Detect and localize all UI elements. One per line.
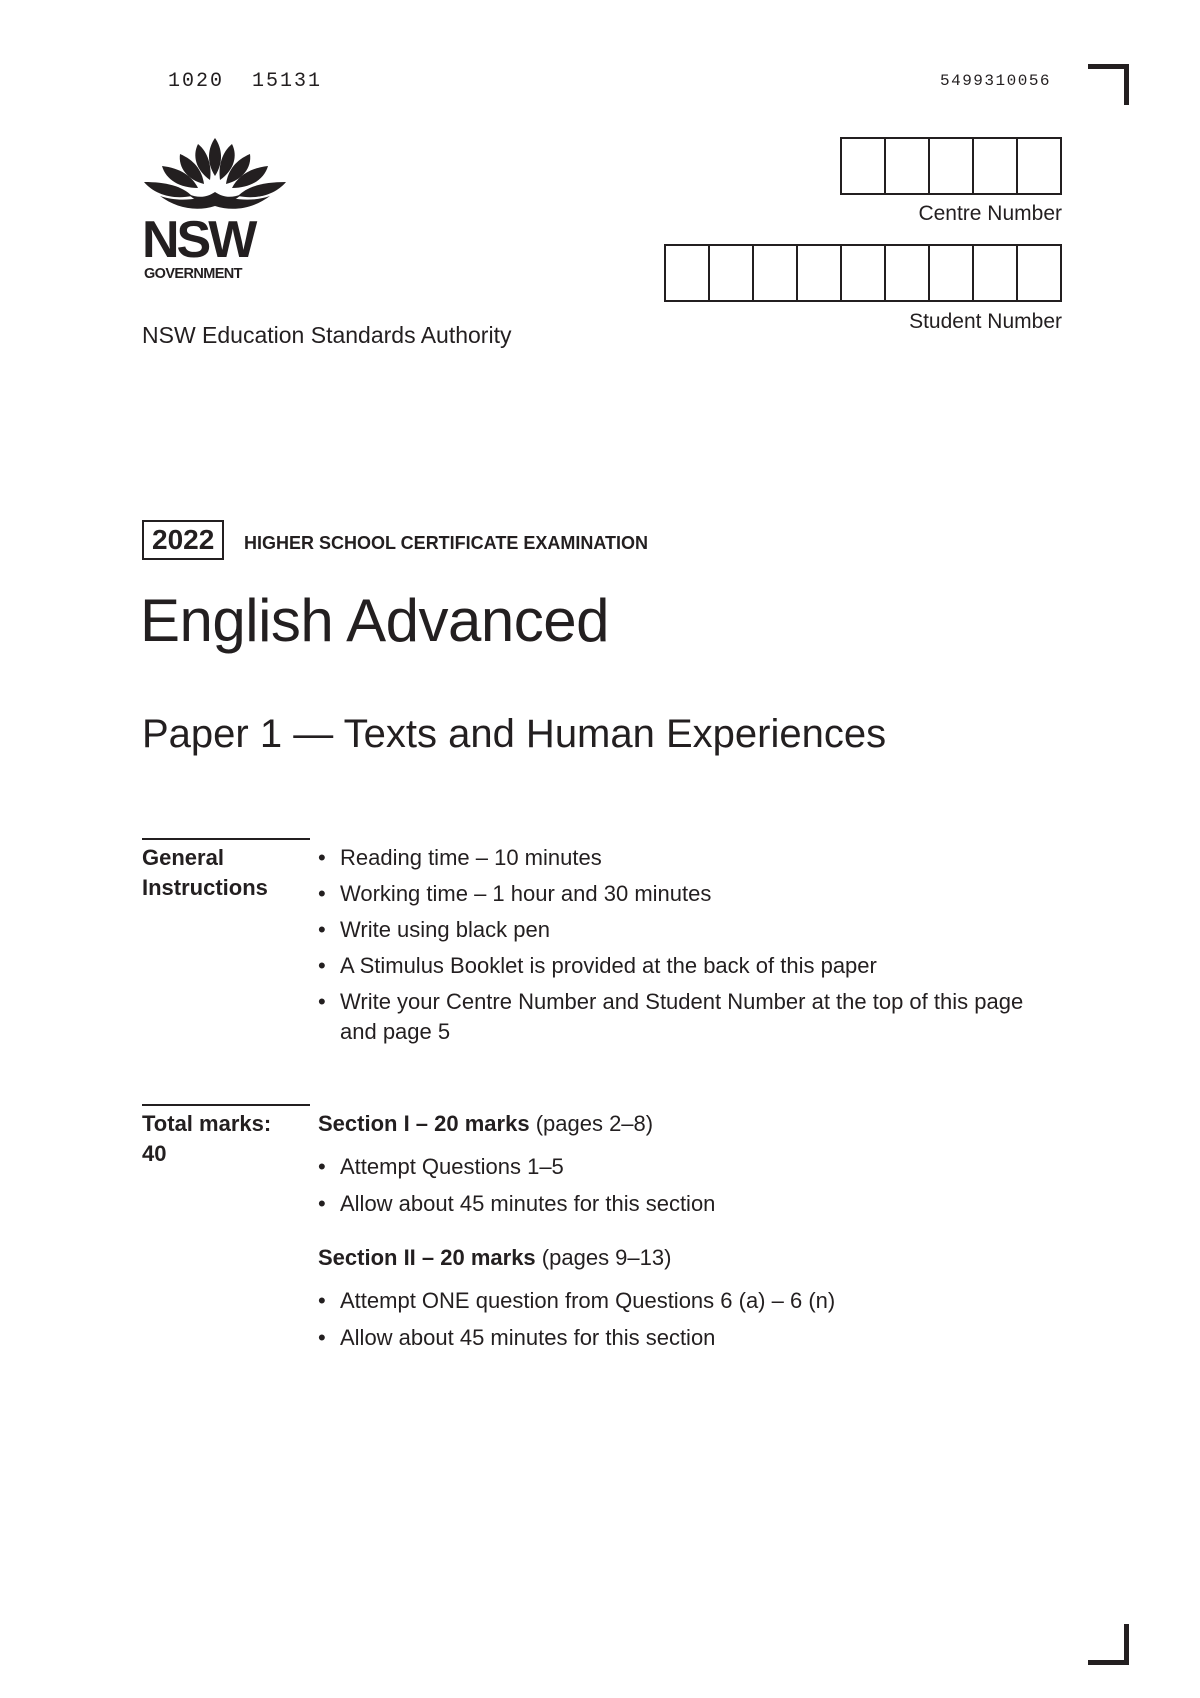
student-number-digit-box[interactable] (886, 246, 930, 300)
divider (142, 1104, 310, 1106)
student-number-digit-box[interactable] (798, 246, 842, 300)
section-1-heading (318, 1109, 653, 1139)
centre-number-label: Centre Number (918, 202, 1062, 225)
paper-subtitle: Paper 1 — Texts and Human Experiences (142, 712, 887, 756)
total-marks-value: 40 (142, 1141, 167, 1166)
centre-number-digit-box[interactable] (974, 139, 1018, 193)
general-instructions-label (142, 843, 268, 903)
centre-number-digit-box[interactable] (1018, 139, 1062, 193)
centre-number-digit-box[interactable] (842, 139, 886, 193)
list-item: • Reading time – 10 minutes (318, 843, 1058, 873)
student-number-digit-box[interactable] (1018, 246, 1062, 300)
centre-number-boxes[interactable] (840, 137, 1062, 195)
label-line: General (142, 845, 224, 870)
label-line: Total marks: (142, 1111, 272, 1136)
barcode-number: 5499310056 (940, 72, 1052, 90)
list-item: • Attempt Questions 1–5 (318, 1152, 1058, 1182)
general-instructions-list (318, 843, 1058, 1053)
crop-mark-top (1088, 64, 1129, 105)
section-2-list (318, 1286, 1058, 1360)
centre-number-digit-box[interactable] (930, 139, 974, 193)
section-pages: (pages 2–8) (535, 1111, 654, 1136)
list-item: • Allow about 45 minutes for this section (318, 1323, 1058, 1353)
section-2-heading (318, 1243, 671, 1273)
logo-wordmark: NSW (142, 211, 255, 269)
total-marks-label (142, 1109, 271, 1169)
student-number-label: Student Number (909, 310, 1062, 333)
section-heading-text: Section II – 20 marks (318, 1245, 536, 1270)
student-number-digit-box[interactable] (842, 246, 886, 300)
crop-mark-bottom (1088, 1624, 1129, 1665)
exam-name: HIGHER SCHOOL CERTIFICATE EXAMINATION (244, 533, 649, 553)
nsw-government-logo (140, 136, 290, 286)
list-item: • Write using black pen (318, 915, 1058, 945)
list-item: • Attempt ONE question from Questions 6 (a) – 6 (n) (318, 1286, 1058, 1316)
list-item: • A Stimulus Booklet is provided at the back of this paper (318, 951, 1058, 981)
paper-code: 1020 15131 (168, 70, 323, 93)
student-number-digit-box[interactable] (754, 246, 798, 300)
list-item: • Allow about 45 minutes for this section (318, 1189, 1058, 1219)
list-item: • Working time – 1 hour and 30 minutes (318, 879, 1058, 909)
label-line: Instructions (142, 875, 268, 900)
section-heading-text: Section I – 20 marks (318, 1111, 530, 1136)
section-pages: (pages 9–13) (541, 1245, 672, 1270)
page-title: English Advanced (140, 587, 610, 654)
divider (142, 838, 310, 840)
student-number-digit-box[interactable] (930, 246, 974, 300)
list-item: • Write your Centre Number and Student Number at the top of this page and page 5 (318, 987, 1058, 1047)
centre-number-digit-box[interactable] (886, 139, 930, 193)
authority-name: NSW Education Standards Authority (142, 322, 512, 348)
section-1-list (318, 1152, 1058, 1226)
student-number-digit-box[interactable] (974, 246, 1018, 300)
student-number-digit-box[interactable] (710, 246, 754, 300)
exam-year: 2022 (142, 520, 224, 560)
student-number-boxes[interactable] (664, 244, 1062, 302)
logo-government-text: GOVERNMENT (144, 266, 242, 282)
waratah-icon (140, 136, 290, 216)
student-number-digit-box[interactable] (666, 246, 710, 300)
